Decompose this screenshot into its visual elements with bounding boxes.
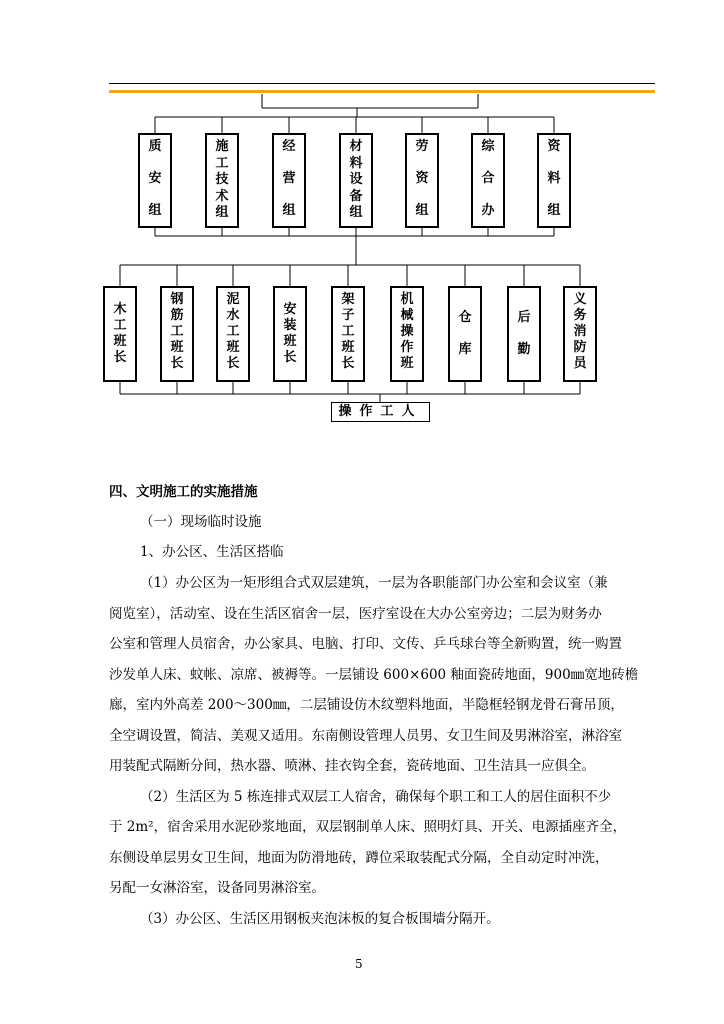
dept-box-construction-tech: 施 工 技 术 组: [205, 133, 239, 228]
paragraph-line: 公室和管理人员宿舍，办公家具、电脑、打印、文传、乒乓球台等全新购置，统一购置: [109, 636, 622, 652]
paragraph-line: 阅览室），活动室、设在生活区宿舍一层，医疗室设在大办公室旁边；二层为财务办: [109, 606, 602, 622]
page-number: 5: [355, 957, 363, 971]
team-box-warehouse: 仓 库: [448, 286, 482, 382]
paragraph-line: 廊，室内外高差 200～300㎜，二层铺设仿木纹塑料地面，半隐框轻钢龙骨石膏吊顶，: [109, 697, 624, 713]
paragraph-line: 于 2m²，宿舍采用水泥砂浆地面，双层钢制单人床、照明灯具、开关、电源插座齐全，: [109, 819, 627, 835]
workers-box: 操作工人: [331, 402, 430, 422]
paragraph-line: 东侧设单层男女卫生间，地面为防滑地砖，蹲位采取装配式分隔，全自动定时冲洗，: [109, 850, 609, 866]
dept-box-materials-equipment: 材 料 设 备 组: [339, 133, 373, 228]
team-box-masonry: 泥 水 工 班 长: [216, 286, 250, 382]
team-box-machinery: 机 械 操 作 班: [390, 286, 424, 382]
paragraph-line: 另配一女淋浴室，设备同男淋浴室。: [109, 880, 325, 896]
paragraph-line: 沙发单人床、蚊帐、凉席、被褥等。一层铺设 600×600 釉面瓷砖地面，900㎜宽地砖檐: [109, 667, 639, 683]
paragraph-line: （3）办公区、生活区用钢板夹泡沫板的复合板围墙分隔开。: [140, 911, 500, 927]
team-box-carpentry: 木 工 班 长: [103, 286, 137, 382]
paragraph-line: 全空调设置，简洁、美观又适用。东南侧设管理人员男、女卫生间及男淋浴室，淋浴室: [109, 728, 622, 744]
team-box-rebar: 钢 筋 工 班 长: [160, 286, 194, 382]
dept-box-operations: 经 营 组: [272, 133, 306, 228]
paragraph-line: （2）生活区为 5 栋连排式双层工人宿舍，确保每个职工和工人的居住面积不少: [140, 789, 612, 805]
team-box-firefighters: 义 务 消 防 员: [563, 286, 597, 382]
dept-box-labor: 劳 资 组: [405, 133, 439, 228]
dept-box-documents: 资 料 组: [537, 133, 571, 228]
section-heading: 四、文明施工的实施措施: [109, 484, 258, 500]
subsection-heading: （一）现场临时设施: [140, 514, 262, 530]
paragraph-line: 用装配式隔断分间，热水器、喷淋、挂衣钩全套，瓷砖地面、卫生洁具一应俱全。: [109, 758, 595, 774]
team-box-scaffolding: 架 子 工 班 长: [331, 286, 365, 382]
paragraph-line: （1）办公区为一矩形组合式双层建筑，一层为各职能部门办公室和会议室（兼: [140, 575, 608, 591]
team-box-installation: 安 装 班 长: [273, 286, 307, 382]
dept-box-quality-safety: 质 安 组: [138, 133, 172, 228]
item-heading: 1、办公区、生活区搭临: [140, 544, 284, 560]
team-box-logistics: 后 勤: [507, 286, 541, 382]
dept-box-general-office: 综 合 办: [471, 133, 505, 228]
